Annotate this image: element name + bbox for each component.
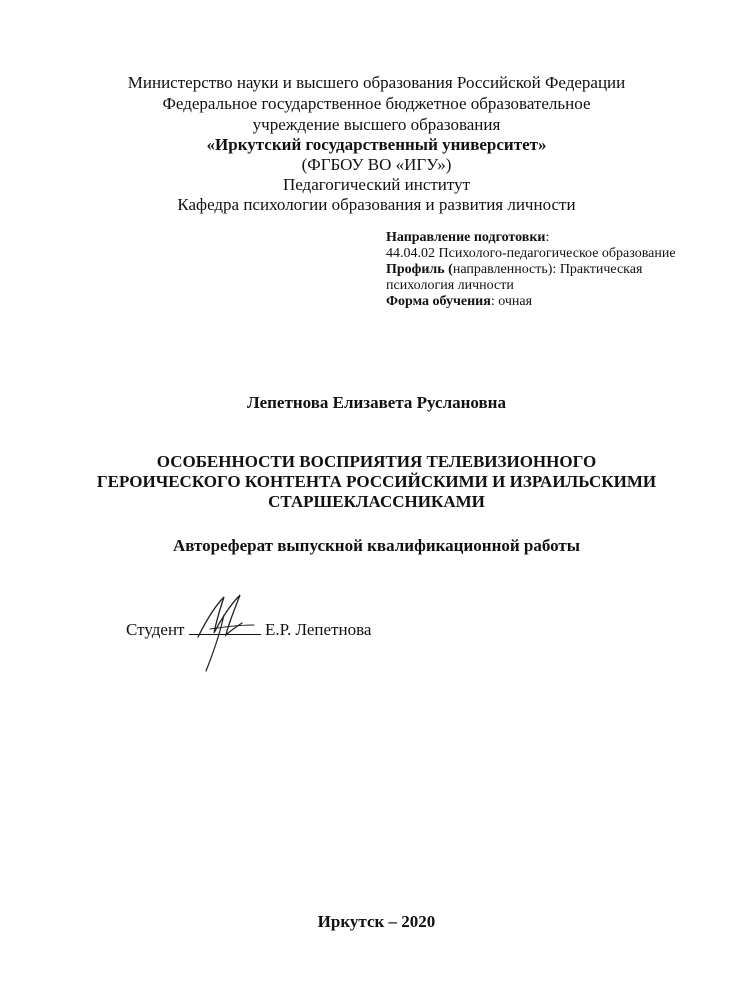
direction-row: [386, 230, 716, 246]
department-name: Кафедра психологии образования и развития личности: [177, 195, 576, 214]
profile-row: [386, 262, 716, 278]
handwritten-signature: [180, 585, 270, 680]
form-row: [386, 294, 716, 310]
university-name: «Иркутский государственный университет»: [206, 135, 547, 154]
header-line-1: Министерство науки и высшего образования Российской Федерации: [127, 73, 626, 92]
form-label: Форма обучения: [386, 294, 491, 309]
institute-name: Педагогический институт: [282, 175, 471, 194]
city-year: Иркутск – 2020: [317, 912, 436, 931]
direction-label: Направление подготовки: [386, 230, 546, 245]
study-info-block: [386, 230, 716, 310]
title-line-1: ОСОБЕННОСТИ ВОСПРИЯТИЯ ТЕЛЕВИЗИОННОГО: [156, 452, 597, 471]
direction-value: 44.04.02 Психолого-педагогическое образование: [386, 246, 676, 261]
document-subtitle: Автореферат выпускной квалификационной работы: [172, 536, 581, 555]
university-abbr: (ФГБОУ ВО «ИГУ»): [301, 155, 452, 174]
title-line-2: ГЕРОИЧЕСКОГО КОНТЕНТА РОССИЙСКИМИ И ИЗРАИЛЬСКИМИ: [96, 472, 657, 491]
student-name: Е.Р. Лепетнова: [264, 620, 372, 639]
direction-sep: :: [545, 230, 550, 245]
thesis-title: [0, 452, 753, 512]
header-line-3: учреждение высшего образования: [252, 115, 501, 134]
form-value: : очная: [490, 294, 533, 309]
author-name: Лепетнова Елизавета Руслановна: [247, 393, 506, 412]
title-line-3: СТАРШЕКЛАССНИКАМИ: [268, 492, 485, 511]
profile-value-2: психология личности: [386, 278, 514, 293]
profile-value-1: направленность): Практическая: [452, 262, 643, 277]
header-line-2: Федеральное государственное бюджетное образовательное: [162, 94, 591, 113]
profile-label: Профиль (: [386, 262, 453, 277]
student-label: Студент: [126, 620, 185, 639]
